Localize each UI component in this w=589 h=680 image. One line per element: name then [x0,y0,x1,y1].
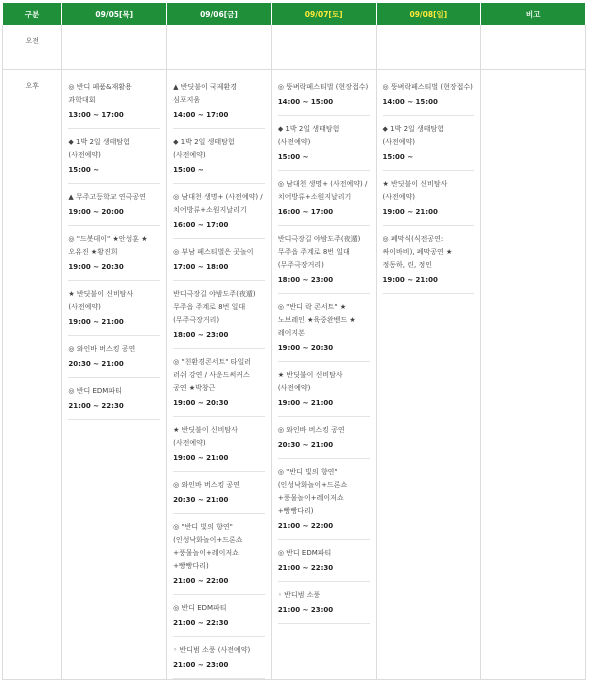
event-time: 21:00 ~ 22:00 [173,577,229,585]
event-time: 19:00 ~ 21:00 [382,208,438,216]
event-time: 19:00 ~ 21:00 [68,318,124,326]
event-title: ◎ 남대천 생명+ (사전예약) / 치어방류+소원지날리기 [277,180,368,201]
event-item [68,184,160,226]
event-title: ◎ 부남 페스티벌은 곳놀이 [173,248,254,256]
event-time: 16:00 ~ 17:00 [173,221,229,229]
event-time: 21:00 ~ 22:30 [173,619,229,627]
event-title: ◎ "반디 빛의 향연" (인성낙화놀이+드론쇼+풍물놀이+레이저쇼+빵빵다리) [173,523,243,570]
event-item [173,74,265,129]
event-time: 19:00 ~ 20:30 [277,344,334,352]
event-item [68,281,160,336]
event-time: 14:00 ~ 17:00 [173,111,229,119]
event-item [68,129,160,184]
event-item [278,116,370,171]
header-day-thu: 09/05[목] [62,3,167,25]
event-item [173,637,265,679]
event-item [173,472,265,514]
event-item [173,239,265,281]
cell-pm-note [481,70,586,680]
event-time: 15:00 ~ [277,153,309,161]
event-title: ★ 반딧불이 신비탐사 (사전예약) [277,371,343,392]
event-title: ★ 반딧불이 신비탐사 (사전예약) [68,290,134,311]
event-title: ◎ 와인바 버스킹 공연 [68,345,136,353]
event-item [383,171,475,226]
event-title: ◎ 폐막식(식전공연: 싸이바비), 폐막공연 ★정동하, 린, 정인 [382,235,453,269]
event-title: ◎ "친환경콘서트" 타일러 러쉬 강연 / 사운드써커스 공연 ★박창근 [173,358,251,392]
event-time: 15:00 ~ [68,166,99,174]
event-title: 반디극장길 야밤도주(夜遁) 무주읍 주계로 8번 일대 (무주극장거리) [277,235,361,269]
event-item [173,595,265,637]
cell-pm-sat [271,70,376,680]
event-item [173,349,265,417]
event-title: ◎ 반디 페품&재활용 과학대회 [68,83,132,104]
event-title: ◎ 반디 EDM파티 [173,604,227,612]
event-time: 21:00 ~ 22:30 [277,564,334,572]
event-time: 19:00 ~ 20:00 [68,208,124,216]
header-note: 비고 [481,3,586,25]
event-item [278,171,370,226]
event-time: 20:30 ~ 21:00 [173,496,229,504]
event-time: 18:00 ~ 23:00 [277,276,334,284]
event-title: ◦ 반디범 소풍 [277,591,321,599]
row-afternoon [3,70,586,680]
header-day-fri: 09/06[금] [167,3,272,25]
event-item [68,226,160,281]
cell-am-sun [376,25,481,70]
event-item [173,281,265,349]
header-row [3,3,586,25]
event-item [278,459,370,540]
event-list-thu [68,70,160,420]
event-title: ◎ 와인바 버스킹 공연 [173,481,240,489]
event-title: ◆ 1박 2일 생태탐험 (사전예약) [277,125,340,146]
event-item [278,582,370,624]
festival-schedule-table [2,3,586,680]
event-title: ◎ 반디 EDM파티 [68,387,122,395]
event-item [68,336,160,378]
event-list-fri [173,70,265,679]
event-time: 19:00 ~ 20:30 [173,399,229,407]
event-time: 15:00 ~ [382,153,414,161]
event-title: ◆ 1박 2일 생태탐험 (사전예약) [68,138,130,159]
event-time: 21:00 ~ 22:30 [68,402,124,410]
event-title: ◎ "반디 락 콘서트" ★노브레인 ★육중완밴드 ★레이지본 [277,303,356,337]
event-time: 13:00 ~ 17:00 [68,111,124,119]
event-item [278,226,370,294]
event-title: ★ 반딧불이 신비탐사 (사전예약) [173,426,238,447]
event-time: 19:00 ~ 21:00 [277,399,334,407]
event-time: 16:00 ~ 17:00 [277,208,334,216]
cell-pm-thu [62,70,167,680]
event-time: 21:00 ~ 22:00 [277,522,334,530]
event-list-sat [278,70,370,624]
header-day-sat: 09/07[토] [271,3,376,25]
event-time: 21:00 ~ 23:00 [277,606,334,614]
event-item [383,226,475,294]
event-time: 18:00 ~ 23:00 [173,331,229,339]
event-time: 19:00 ~ 21:00 [382,276,438,284]
event-item [173,514,265,595]
event-title: ◎ 반디 EDM파티 [277,549,332,557]
event-time: 20:30 ~ 21:00 [277,441,334,449]
event-item [173,417,265,472]
event-title: 반디극장길 야밤도주(夜遁) 무주읍 주계로 8번 일대 (무주극장거리) [173,290,256,324]
event-time: 14:00 ~ 15:00 [382,98,438,106]
row-label-am: 오전 [3,25,62,70]
event-item [278,362,370,417]
event-item [68,378,160,420]
event-title: ◎ 뚱벼락페스티벌 (현장접수) [382,83,473,91]
event-title: ◎ "드봇데이" ★안성훈 ★오유진 ★황진희 [68,235,148,256]
event-title: ▲ 반딧불이 국제환경 심포지움 [173,83,238,104]
event-item [278,294,370,362]
cell-am-thu [62,25,167,70]
cell-pm-fri [167,70,272,680]
event-title: ◦ 반디범 소풍 (사전예약) [173,646,251,654]
event-item [383,116,475,171]
event-title: ◎ 뚱벼락페스티벌 (현장접수) [277,83,369,91]
event-time: 21:00 ~ 23:00 [173,661,229,669]
event-item [278,74,370,116]
row-label-pm: 오후 [3,70,62,680]
event-time: 17:00 ~ 18:00 [173,263,229,271]
event-title: ◎ 남대천 생명+ (사전예약) / 치어방류+소원지날리기 [173,193,263,214]
event-list-sun [383,70,475,294]
event-time: 15:00 ~ [173,166,204,174]
event-item [68,74,160,129]
event-title: ◆ 1박 2일 생태탐험 (사전예약) [173,138,235,159]
cell-pm-sun [376,70,481,680]
event-item [173,129,265,184]
event-item [278,417,370,459]
event-title: ◎ "반디 빛의 향연" (인성낙화놀이+드론쇼+풍물놀이+레이저쇼+빵빵다리) [277,468,348,515]
row-morning [3,25,586,70]
event-item [278,540,370,582]
event-title: ◆ 1박 2일 생태탐험 (사전예약) [382,125,445,146]
header-day-sun: 09/08[일] [376,3,481,25]
event-time: 19:00 ~ 20:30 [68,263,124,271]
cell-am-note [481,25,586,70]
event-time: 14:00 ~ 15:00 [277,98,334,106]
event-time: 20:30 ~ 21:00 [68,360,124,368]
cell-am-sat [271,25,376,70]
event-time: 19:00 ~ 21:00 [173,454,229,462]
event-title: ▲ 무주고등학교 연극공연 [68,193,146,201]
event-title: ◎ 와인바 버스킹 공연 [277,426,345,434]
event-item [383,74,475,116]
event-item [173,184,265,239]
event-title: ★ 반딧불이 신비탐사 (사전예약) [382,180,448,201]
cell-am-fri [167,25,272,70]
header-category: 구분 [3,3,62,25]
